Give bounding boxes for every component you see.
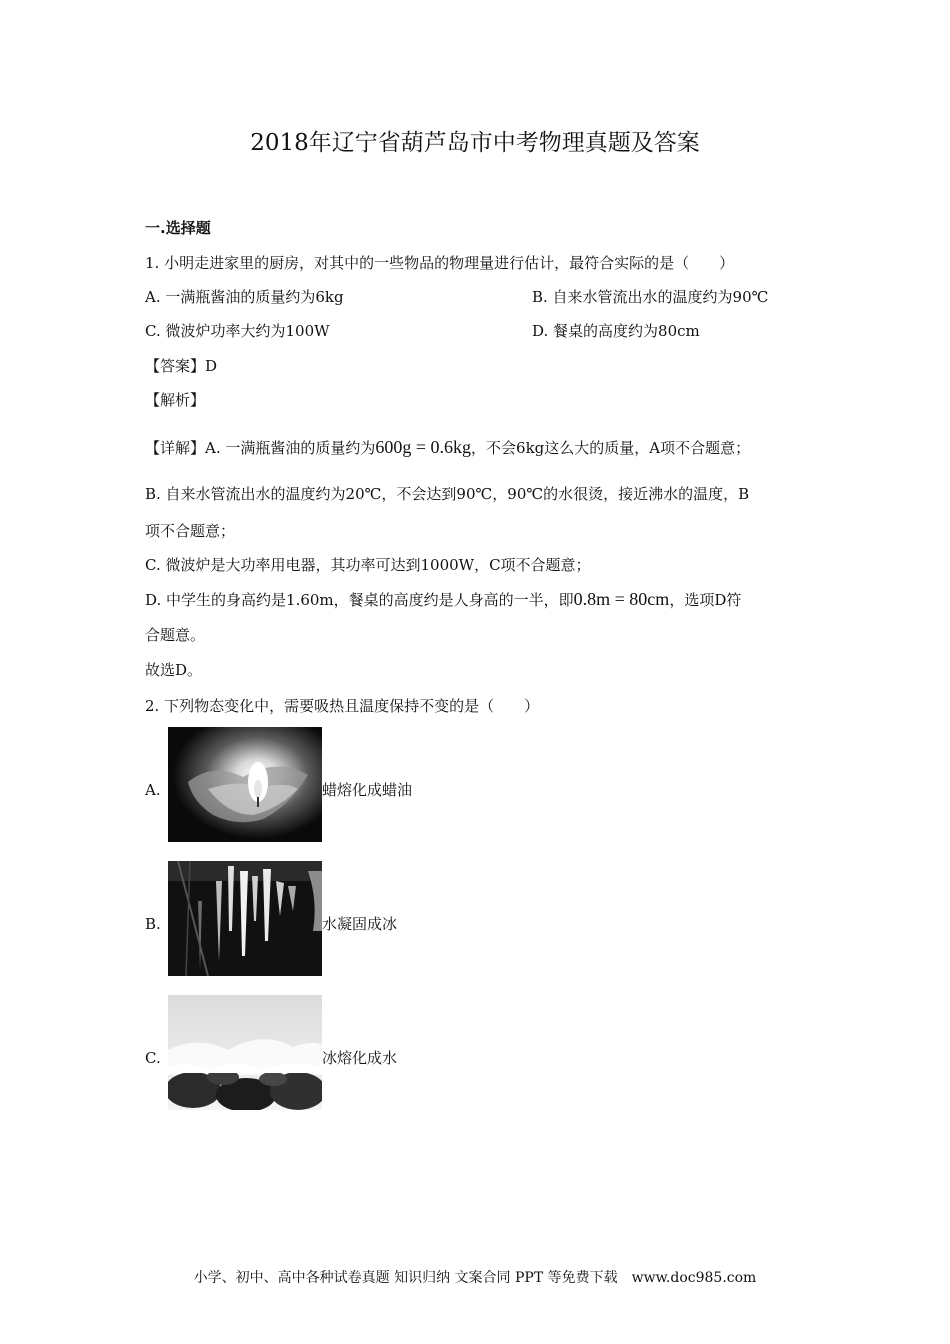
question-1-detail-a xyxy=(145,437,750,458)
question-1-detail-b-line1: B. 自来水管流出水的温度约为20℃，不会达到90℃，90℃的水很烫，接近沸水的温度，B xyxy=(145,485,750,503)
question-1-detail-d xyxy=(145,589,741,610)
question-1-option-c: C. 微波炉功率大约为100W xyxy=(145,322,330,340)
section-heading: 一.选择题 xyxy=(145,219,211,237)
detail-a-text-end: ，不会6kg这么大的质量，A项不合题意； xyxy=(471,439,751,457)
candle-flame-image xyxy=(168,727,322,842)
detail-d-formula: 0.8m = 80cm xyxy=(573,589,670,609)
detail-a-formula: 600g = 0.6kg xyxy=(375,437,472,457)
question-1-option-b: B. 自来水管流出水的温度约为90℃ xyxy=(532,288,769,306)
page-footer: 小学、初中、高中各种试卷真题 知识归纳 文案合同 PPT 等免费下载 www.doc985.com xyxy=(193,1270,757,1286)
detail-d-text-end: ，选项D符 xyxy=(669,591,742,609)
question-1-option-a: A. 一满瓶酱油的质量约为6kg xyxy=(145,288,344,306)
question-1-stem: 1. 小明走进家里的厨房，对其中的一些物品的物理量进行估计，最符合实际的是（ ） xyxy=(145,254,735,272)
question-2-option-a-letter: A. xyxy=(145,781,161,799)
question-2-option-b-caption: 水凝固成冰 xyxy=(322,915,398,933)
question-2-option-a-caption: 蜡熔化成蜡油 xyxy=(322,781,413,799)
question-1-detail-d-line2: 合题意。 xyxy=(145,626,206,644)
document-title: 2018年辽宁省葫芦岛市中考物理真题及答案 xyxy=(250,130,700,156)
question-2-stem: 2. 下列物态变化中，需要吸热且温度保持不变的是（ ） xyxy=(145,697,540,715)
question-1-option-d: D. 餐桌的高度约为80cm xyxy=(532,322,700,340)
question-2-option-c-letter: C. xyxy=(145,1049,161,1067)
icicles-image xyxy=(168,861,322,976)
detail-d-text: D. 中学生的身高约是1.60m，餐桌的高度约是人身高的一半，即 xyxy=(145,591,574,609)
question-1-conclusion: 故选D。 xyxy=(145,661,203,679)
question-2-option-c-caption: 冰熔化成水 xyxy=(322,1049,398,1067)
question-1-answer: 【答案】D xyxy=(145,357,218,375)
question-1-detail-c: C. 微波炉是大功率用电器，其功率可达到1000W，C项不合题意； xyxy=(145,556,591,574)
question-2-option-b-letter: B. xyxy=(145,915,161,933)
question-1-analysis-label: 【解析】 xyxy=(145,391,206,409)
detail-a-text: 【详解】A. 一满瓶酱油的质量约为 xyxy=(145,439,376,457)
question-1-detail-b-line2: 项不合题意； xyxy=(145,522,236,540)
snow-on-rocks-image xyxy=(168,995,322,1110)
